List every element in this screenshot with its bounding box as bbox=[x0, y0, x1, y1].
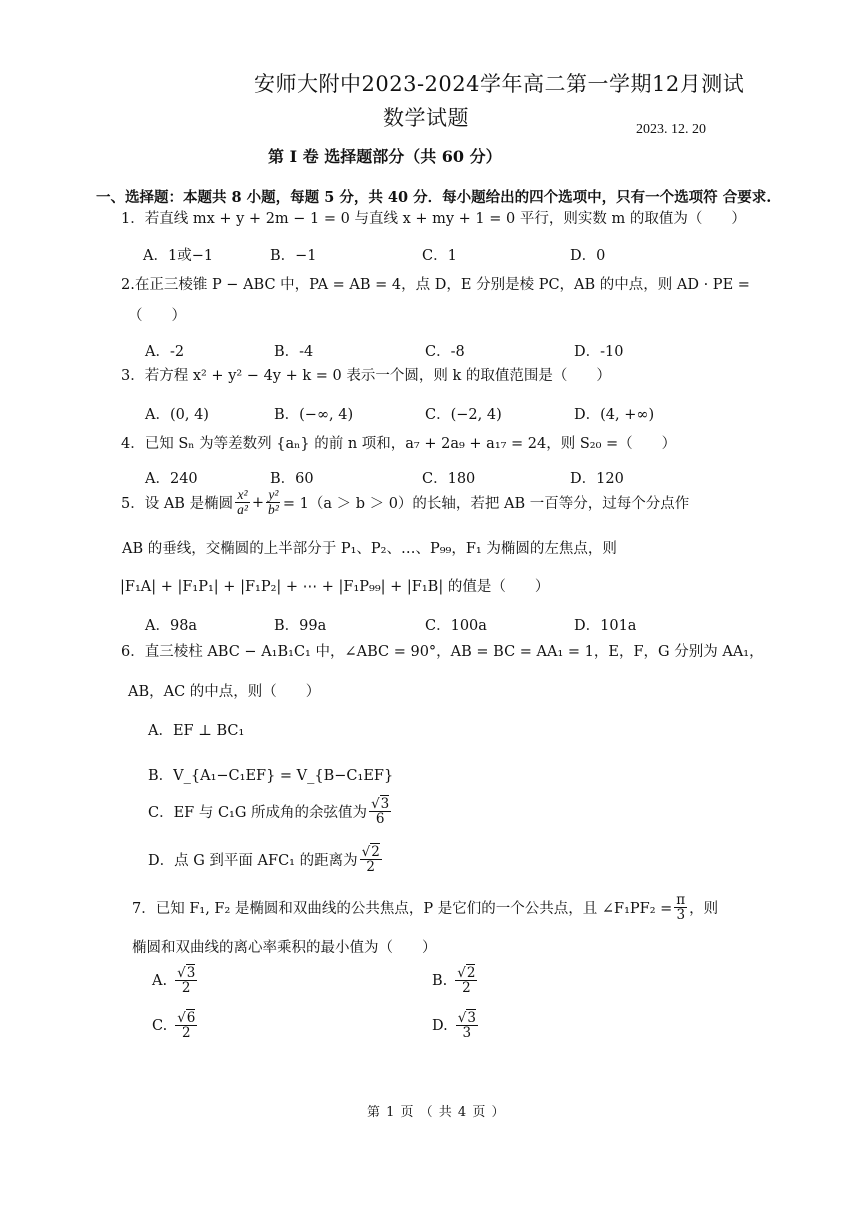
q4-option-c: C．180 bbox=[422, 471, 476, 487]
q2-option-d: D．-10 bbox=[574, 344, 624, 360]
question-5-stem-line3: |F₁A| + |F₁P₁| + |F₁P₂| + ⋯ + |F₁P₉₉| + |F₁B| 的值是（ ） bbox=[120, 579, 550, 595]
q7-option-d bbox=[432, 1011, 480, 1040]
question-6-stem-line2: AB，AC 的中点，则（ ） bbox=[128, 684, 321, 700]
sqrt2-over-2-fraction bbox=[455, 966, 477, 995]
radicand: 3 bbox=[467, 1010, 476, 1026]
q6-option-b: B．V_{A₁−C₁EF} = V_{B−C₁EF} bbox=[148, 768, 394, 784]
q1-option-a: A．1或−1 bbox=[143, 248, 214, 264]
sqrt3-over-6-fraction bbox=[369, 797, 391, 826]
fraction-numerator: y² bbox=[268, 487, 279, 502]
fraction-numerator: √3 bbox=[371, 796, 390, 812]
fraction-numerator: √6 bbox=[177, 1010, 196, 1026]
q4-option-d: D．120 bbox=[570, 471, 624, 487]
question-1-stem: 1．若直线 mx + y + 2m − 1 = 0 与直线 x + my + 1 = 0 平行，则实数 m 的取值为（ ） bbox=[121, 211, 746, 227]
q2-option-a: A．-2 bbox=[145, 344, 185, 360]
sqrt6-over-2-fraction bbox=[175, 1011, 197, 1040]
option-label: C. bbox=[152, 1017, 168, 1034]
q4-option-b: B．60 bbox=[270, 471, 314, 487]
q7-option-c bbox=[152, 1011, 199, 1040]
q5-option-b: B．99a bbox=[274, 618, 327, 634]
radicand: 6 bbox=[186, 1010, 196, 1026]
q2-option-b: B．-4 bbox=[274, 344, 314, 360]
fraction-numerator: x² bbox=[237, 487, 248, 502]
q5-option-c: C．100a bbox=[425, 618, 487, 634]
q7-option-b bbox=[432, 966, 479, 995]
q3-option-c: C．(−2, 4) bbox=[425, 407, 502, 423]
q7-stem-part1: 7．已知 F₁, F₂ 是椭圆和双曲线的公共焦点，P 是它们的一个公共点，且 ∠F₁PF₂ = bbox=[132, 901, 673, 918]
q5-stem-part2: = 1（a ＞ b ＞ 0）的长轴，若把 AB 一百等分，过每个分点作 bbox=[282, 496, 690, 513]
ellipse-x-fraction bbox=[235, 488, 250, 517]
ellipse-y-fraction bbox=[266, 488, 281, 517]
fraction-numerator: √2 bbox=[457, 965, 476, 981]
q3-option-d: D．(4, +∞) bbox=[574, 407, 655, 423]
question-3-stem: 3．若方程 x² + y² − 4y + k = 0 表示一个圆，则 k 的取值范围是（ ） bbox=[121, 368, 611, 384]
subject-title: 数学试题 bbox=[383, 106, 469, 130]
fraction-denominator: 3 bbox=[676, 907, 686, 924]
question-6-stem: 6．直三棱柱 ABC − A₁B₁C₁ 中，∠ABC = 90°，AB = BC = AA₁ = 1，E，F，G 分别为 AA₁， bbox=[121, 644, 764, 660]
sqrt3-over-3-fraction bbox=[456, 1011, 478, 1040]
question-5-stem-line2: AB 的垂线，交椭圆的上半部分于 P₁、P₂、…、P₉₉，F₁ 为椭圆的左焦点，则 bbox=[122, 541, 617, 557]
q5-option-a: A．98a bbox=[145, 618, 198, 634]
question-2-stem: 2.在正三棱锥 P − ABC 中，PA = AB = 4，点 D，E 分别是棱 PC，AB 的中点，则 AD · PE = bbox=[121, 277, 750, 293]
q2-option-c: C．-8 bbox=[425, 344, 465, 360]
fraction-denominator: 6 bbox=[375, 811, 385, 828]
q6-option-d bbox=[148, 845, 384, 874]
fraction-denominator: 3 bbox=[462, 1025, 472, 1042]
plus-sign: + bbox=[251, 494, 265, 511]
option-label: B. bbox=[432, 972, 448, 989]
q4-option-a: A．240 bbox=[145, 471, 198, 487]
question-4-stem: 4．已知 Sₙ 为等差数列 {aₙ} 的前 n 项和，a₇ + 2a₉ + a₁₇ = 24，则 S₂₀ =（ ） bbox=[121, 436, 677, 452]
part-instruction: 一、选择题：本题共 8 小题，每题 5 分，共 40 分．每小题给出的四个选项中，只有一个选项符 合要求. bbox=[96, 189, 772, 206]
q6-option-c-text: C．EF 与 C₁G 所成角的余弦值为 bbox=[148, 805, 368, 822]
sqrt3-over-2-fraction bbox=[175, 966, 197, 995]
q7-option-a bbox=[152, 966, 199, 995]
fraction-denominator: 2 bbox=[181, 1025, 191, 1042]
sqrt2-over-2-fraction bbox=[360, 845, 382, 874]
radicand: 3 bbox=[380, 796, 390, 812]
q6-option-d-text: D．点 G 到平面 AFC₁ 的距离为 bbox=[148, 853, 358, 870]
q5-stem-part1: 5．设 AB 是椭圆 bbox=[121, 496, 234, 513]
q6-option-a: A．EF ⊥ BC₁ bbox=[148, 723, 245, 739]
q7-stem-part2: ，则 bbox=[689, 901, 719, 918]
fraction-denominator: 2 bbox=[366, 859, 375, 876]
option-label: A. bbox=[152, 972, 168, 989]
radicand: 2 bbox=[466, 965, 476, 981]
fraction-denominator: 2 bbox=[462, 980, 471, 997]
radicand: 2 bbox=[371, 844, 380, 860]
question-2-stem-cont: （ ） bbox=[128, 308, 186, 324]
q6-option-c bbox=[148, 797, 393, 826]
exam-title: 安师大附中2023-2024学年高二第一学期12月测试 bbox=[254, 72, 745, 96]
q1-option-d: D．0 bbox=[570, 248, 606, 264]
fraction-numerator: π bbox=[676, 892, 686, 908]
q5-option-d: D．101a bbox=[574, 618, 637, 634]
fraction-denominator: a² bbox=[237, 502, 248, 518]
q1-option-b: B．−1 bbox=[270, 248, 317, 264]
q1-option-c: C．1 bbox=[422, 248, 457, 264]
section-title: 第 I 卷 选择题部分（共 60 分） bbox=[268, 147, 502, 166]
pi-over-3-fraction bbox=[674, 893, 687, 922]
fraction-numerator: √3 bbox=[457, 1010, 476, 1026]
question-7-stem-line2: 椭圆和双曲线的离心率乘积的最小值为（ ） bbox=[132, 940, 437, 956]
question-5-stem bbox=[121, 488, 689, 517]
q3-option-a: A．(0, 4) bbox=[145, 407, 209, 423]
exam-date: 2023. 12. 20 bbox=[636, 122, 706, 137]
fraction-numerator: √2 bbox=[361, 844, 380, 860]
fraction-denominator: b² bbox=[268, 502, 279, 518]
page-footer: 第 1 页 （ 共 4 页 ） bbox=[367, 1105, 506, 1120]
fraction-numerator: √3 bbox=[177, 965, 196, 981]
option-label: D. bbox=[432, 1017, 448, 1034]
radicand: 3 bbox=[186, 965, 196, 981]
q3-option-b: B．(−∞, 4) bbox=[274, 407, 354, 423]
fraction-denominator: 2 bbox=[181, 980, 191, 997]
question-7-stem bbox=[132, 893, 718, 922]
